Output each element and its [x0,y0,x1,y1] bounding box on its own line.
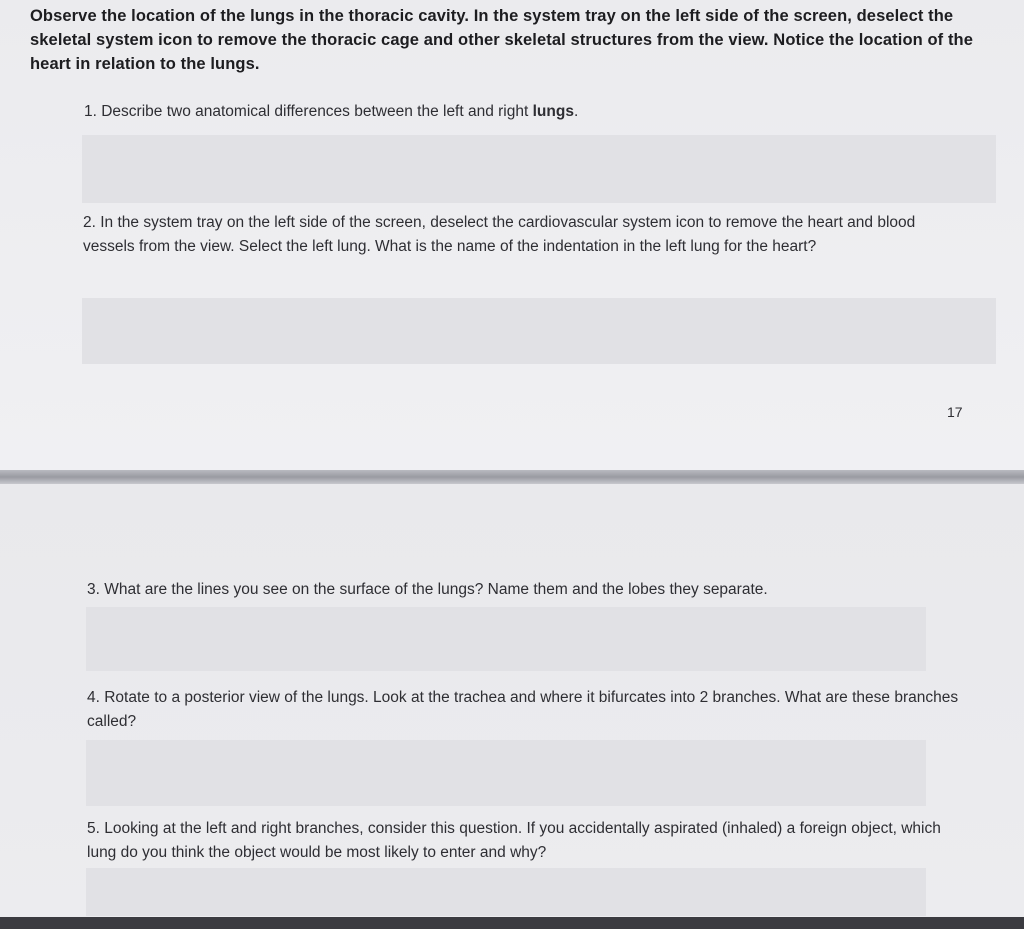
answer-box-3[interactable] [86,607,926,671]
question-1-suffix: . [573,103,579,120]
answer-box-4[interactable] [86,740,926,806]
answer-box-5[interactable] [86,868,926,916]
answer-box-1[interactable] [82,135,996,203]
question-5: 5. Looking at the left and right branches, consider this question. If you accidentally aspirated (inhaled) a foreign object, which lung do you think the object would be most likely to enter and why? [87,820,941,861]
answer-box-2[interactable] [82,298,996,364]
question-2: 2. In the system tray on the left side of the screen, deselect the cardiovascular system icon to remove the heart and blood vessels from the view. Select the left lung. What is the name of the indentation in the left lung for the heart? [83,214,916,255]
question-3: 3. What are the lines you see on the surface of the lungs? Name them and the lobes they separate. [87,581,768,598]
intro-instructions: Observe the location of the lungs in the thoracic cavity. In the system tray on the left side of the screen, deselect the skeletal system icon to remove the thoracic cage and other skeletal structures from the view. Notice the location of the heart in relation to the lungs. [30,7,973,73]
page-number: 17 [947,404,963,420]
question-1-text: 1. Describe two anatomical differences between the left and right [84,103,533,120]
bottom-edge [0,917,1024,929]
question-4: 4. Rotate to a posterior view of the lungs. Look at the trachea and where it bifurcates into 2 branches. What are these branches called? [87,689,959,730]
page-divider [0,470,1024,484]
question-1-emphasis: lungs [532,103,574,120]
question-1 [84,100,984,124]
